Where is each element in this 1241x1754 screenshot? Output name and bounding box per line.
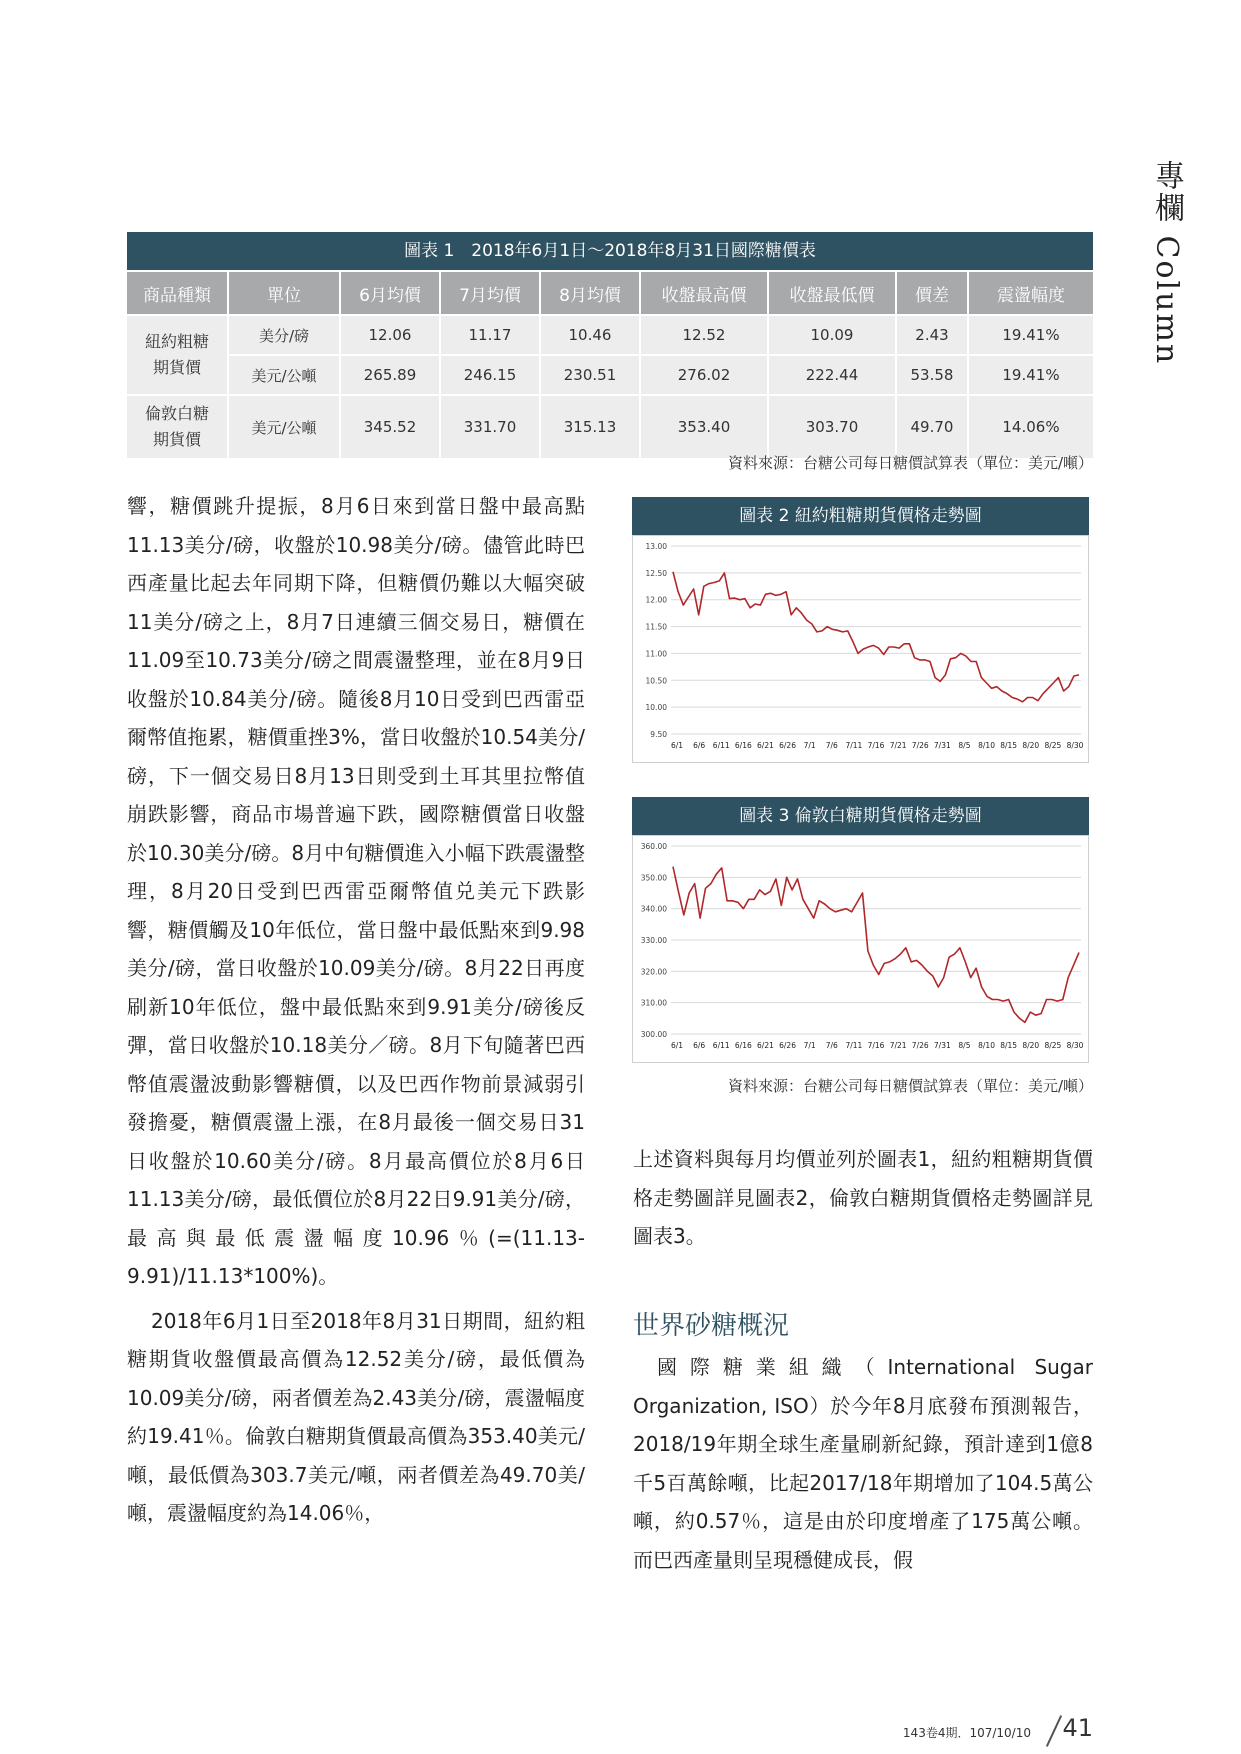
table-cell: 222.44 bbox=[768, 355, 896, 395]
x-tick-label: 8/25 bbox=[1044, 1041, 1062, 1050]
chart-source-note: 資料來源：台糖公司每日糖價試算表（單位：美元/噸） bbox=[727, 1077, 1093, 1095]
x-tick-label: 8/5 bbox=[958, 741, 971, 750]
y-tick-label: 320.00 bbox=[640, 967, 667, 977]
x-tick-label: 8/15 bbox=[1000, 741, 1018, 750]
table-cell: 美分/磅 bbox=[228, 315, 340, 355]
header-cell: 價差 bbox=[896, 271, 968, 315]
x-tick-label: 7/31 bbox=[933, 1041, 951, 1050]
table-cell: 19.41% bbox=[968, 355, 1093, 395]
chart-title: 圖表 3 倫敦白糖期貨價格走勢圖 bbox=[632, 797, 1089, 835]
left-column-text bbox=[127, 487, 585, 1533]
y-tick-label: 13.00 bbox=[645, 542, 667, 551]
paragraph: 上述資料與每月均價並列於圖表1，紐約粗糖期貨價格走勢圖詳見圖表2，倫敦白糖期貨價格走勢圖詳見圖表3。 bbox=[633, 1147, 1093, 1248]
x-tick-label: 6/26 bbox=[779, 741, 796, 750]
y-tick-label: 330.00 bbox=[640, 936, 667, 945]
x-tick-label: 6/1 bbox=[670, 1041, 684, 1050]
x-tick-label: 7/26 bbox=[911, 741, 929, 750]
price-table bbox=[127, 270, 1093, 458]
table-cell: 11.17 bbox=[440, 315, 540, 355]
x-tick-label: 8/10 bbox=[978, 741, 995, 750]
x-tick-label: 7/21 bbox=[889, 741, 907, 750]
x-tick-label: 7/1 bbox=[803, 1041, 816, 1050]
x-tick-label: 6/11 bbox=[712, 741, 730, 750]
ny-chart-svg bbox=[633, 536, 1088, 758]
table-title: 圖表 1 2018年6月1日～2018年8月31日國際糖價表 bbox=[127, 232, 1093, 270]
header-cell: 收盤最高價 bbox=[640, 271, 768, 315]
x-tick-label: 6/1 bbox=[670, 741, 684, 750]
table-cell: 331.70 bbox=[440, 395, 540, 458]
header-cell: 震盪幅度 bbox=[968, 271, 1093, 315]
table-source-note: 資料來源：台糖公司每日糖價試算表（單位：美元/噸） bbox=[727, 454, 1093, 472]
y-tick-label: 11.50 bbox=[645, 622, 667, 632]
x-tick-label: 8/20 bbox=[1022, 1041, 1040, 1050]
x-tick-label: 7/11 bbox=[845, 1041, 863, 1050]
paragraph: 2018年6月1日至2018年8月31日期間，紐約粗糖期貨收盤價最高價為12.52美分/磅，最低價為10.09美分/磅，兩者價差為2.43美分/磅，震盪幅度約19.41％。倫敦白糖期貨價最高價為353.40美元/噸，最低價為303.7美元/噸，兩者價差為49.70美/噸，震盪幅度約為14.06％， bbox=[127, 1308, 585, 1525]
right-column-text-2 bbox=[633, 1348, 1093, 1579]
chart-title: 圖表 2 紐約粗糖期貨價格走勢圖 bbox=[632, 497, 1089, 535]
table-cell: 19.41% bbox=[968, 315, 1093, 355]
x-tick-label: 7/6 bbox=[825, 1041, 838, 1050]
y-tick-label: 300.00 bbox=[640, 1030, 667, 1039]
table-row bbox=[127, 355, 1093, 395]
table-row bbox=[127, 395, 1093, 458]
x-tick-label: 6/21 bbox=[757, 741, 774, 750]
table-cell: 10.09 bbox=[768, 315, 896, 355]
x-tick-label: 8/20 bbox=[1022, 741, 1040, 750]
x-tick-label: 6/11 bbox=[712, 1041, 730, 1050]
x-tick-label: 8/25 bbox=[1044, 741, 1062, 750]
table-cell: 49.70 bbox=[896, 395, 968, 458]
table-cell: 12.52 bbox=[640, 315, 768, 355]
table-cell: 345.52 bbox=[340, 395, 440, 458]
y-tick-label: 9.50 bbox=[650, 730, 667, 739]
header-cell: 7月均價 bbox=[440, 271, 540, 315]
x-tick-label: 8/15 bbox=[1000, 1041, 1018, 1050]
x-tick-label: 8/30 bbox=[1066, 741, 1084, 750]
x-tick-label: 6/16 bbox=[734, 1041, 752, 1050]
table-cell: 265.89 bbox=[340, 355, 440, 395]
y-tick-label: 10.50 bbox=[645, 676, 667, 686]
y-tick-label: 350.00 bbox=[640, 873, 667, 883]
x-tick-label: 7/11 bbox=[845, 741, 863, 750]
x-tick-label: 6/21 bbox=[757, 1041, 774, 1050]
x-tick-label: 8/10 bbox=[978, 1041, 995, 1050]
y-tick-label: 12.50 bbox=[645, 568, 667, 578]
y-tick-label: 10.00 bbox=[645, 703, 667, 713]
table-cell: 276.02 bbox=[640, 355, 768, 395]
london-chart-svg bbox=[633, 836, 1088, 1058]
issue-info: 143卷4期．107/10/10 bbox=[902, 1726, 1031, 1740]
table-cell: 美元/公噸 bbox=[228, 395, 340, 458]
series-line bbox=[673, 572, 1079, 702]
product-cell-ny: 紐約粗糖 期貨價 bbox=[127, 315, 228, 395]
x-tick-label: 7/16 bbox=[867, 1041, 885, 1050]
table-cell: 12.06 bbox=[340, 315, 440, 355]
paragraph: 響，糖價跳升提振，8月6日來到當日盤中最高點11.13美分/磅，收盤於10.98美分/磅。儘管此時巴西產量比起去年同期下降，但糖價仍難以大幅突破11美分/磅之上，8月7日連續三個交易日，糖價在11.09至10.73美分/磅之間震盪整理，並在8月9日收盤於10.84美分/磅。隨後8月10日受到巴西雷亞爾幣值拖累，糖價重挫3%，當日收盤於10.54美分/磅，下一個交易日8月13日則受到土耳其里拉幣值崩跌影響，商品市場普遍下跌，國際糖價當日收盤於10.30美分/磅。8月中旬糖價進入小幅下跌震盪整理，8月20日受到巴西雷亞爾幣值兑美元下跌影響，糖價觸及10年低位，當日盤中最低點來到9.98美分/磅，當日收盤於10.09美分/磅。8月22日再度刷新10年低位，盤中最低點來到9.91美分/磅後反彈，當日收盤於10.18美分／磅。8月下旬隨著巴西幣值震盪波動影響糖價，以及巴西作物前景減弱引發擔憂，糖價震盪上漲，在8月最後一個交易日31日收盤於10.60美分/磅。8月最高價位於8月6日11.13美分/磅，最低價位於8月22日9.91美分/磅，最高與最低震盪幅度10.96％(=(11.13-9.91)/11.13*100%)。 bbox=[127, 494, 585, 1288]
table-cell: 14.06% bbox=[968, 395, 1093, 458]
right-column-text-1 bbox=[633, 1140, 1093, 1256]
footer-divider bbox=[1046, 1715, 1062, 1747]
x-tick-label: 7/1 bbox=[803, 741, 816, 750]
x-tick-label: 8/30 bbox=[1066, 1041, 1084, 1050]
x-tick-label: 7/16 bbox=[867, 741, 885, 750]
header-cell: 商品種類 bbox=[127, 271, 228, 315]
section-heading: 世界砂糖概況 bbox=[633, 1311, 790, 1341]
page-number: 41 bbox=[1062, 1714, 1093, 1742]
y-tick-label: 340.00 bbox=[640, 904, 667, 914]
series-line bbox=[673, 867, 1079, 1023]
london-sugar-chart bbox=[632, 797, 1089, 1063]
ny-sugar-chart bbox=[632, 497, 1089, 763]
x-tick-label: 6/26 bbox=[779, 1041, 796, 1050]
table-cell: 53.58 bbox=[896, 355, 968, 395]
table-cell: 353.40 bbox=[640, 395, 768, 458]
table-header-row bbox=[127, 271, 1093, 315]
header-cell: 6月均價 bbox=[340, 271, 440, 315]
y-tick-label: 360.00 bbox=[640, 842, 667, 851]
page-footer bbox=[880, 1712, 1093, 1752]
table-cell: 美元/公噸 bbox=[228, 355, 340, 395]
paragraph: 國際糖業組織（International Sugar Organization, ISO）於今年8月底發布預測報告，2018/19年期全球生產量刷新紀錄，預計達到1億8千5百萬餘噸，比起2017/18年期增加了104.5萬公噸，約0.57％，這是由於印度增產了175萬公噸。而巴西產量則呈現穩健成長，假 bbox=[633, 1355, 1093, 1572]
y-tick-label: 310.00 bbox=[640, 998, 667, 1008]
table-cell: 2.43 bbox=[896, 315, 968, 355]
table-cell: 315.13 bbox=[540, 395, 640, 458]
table-cell: 303.70 bbox=[768, 395, 896, 458]
header-cell: 8月均價 bbox=[540, 271, 640, 315]
sugar-price-table bbox=[127, 232, 1093, 458]
x-tick-label: 6/6 bbox=[693, 741, 706, 750]
y-tick-label: 11.00 bbox=[645, 649, 667, 659]
x-tick-label: 7/26 bbox=[911, 1041, 929, 1050]
x-tick-label: 6/6 bbox=[693, 1041, 706, 1050]
x-tick-label: 6/16 bbox=[734, 741, 752, 750]
x-tick-label: 7/6 bbox=[825, 741, 838, 750]
x-tick-label: 7/31 bbox=[933, 741, 951, 750]
x-tick-label: 7/21 bbox=[889, 1041, 907, 1050]
product-cell-london: 倫敦白糖 期貨價 bbox=[127, 395, 228, 458]
table-row bbox=[127, 315, 1093, 355]
header-cell: 單位 bbox=[228, 271, 340, 315]
x-tick-label: 8/5 bbox=[958, 1041, 971, 1050]
column-label: 專欄 Column bbox=[1149, 160, 1184, 366]
table-cell: 10.46 bbox=[540, 315, 640, 355]
y-tick-label: 12.00 bbox=[645, 595, 667, 605]
header-cell: 收盤最低價 bbox=[768, 271, 896, 315]
table-cell: 230.51 bbox=[540, 355, 640, 395]
table-cell: 246.15 bbox=[440, 355, 540, 395]
